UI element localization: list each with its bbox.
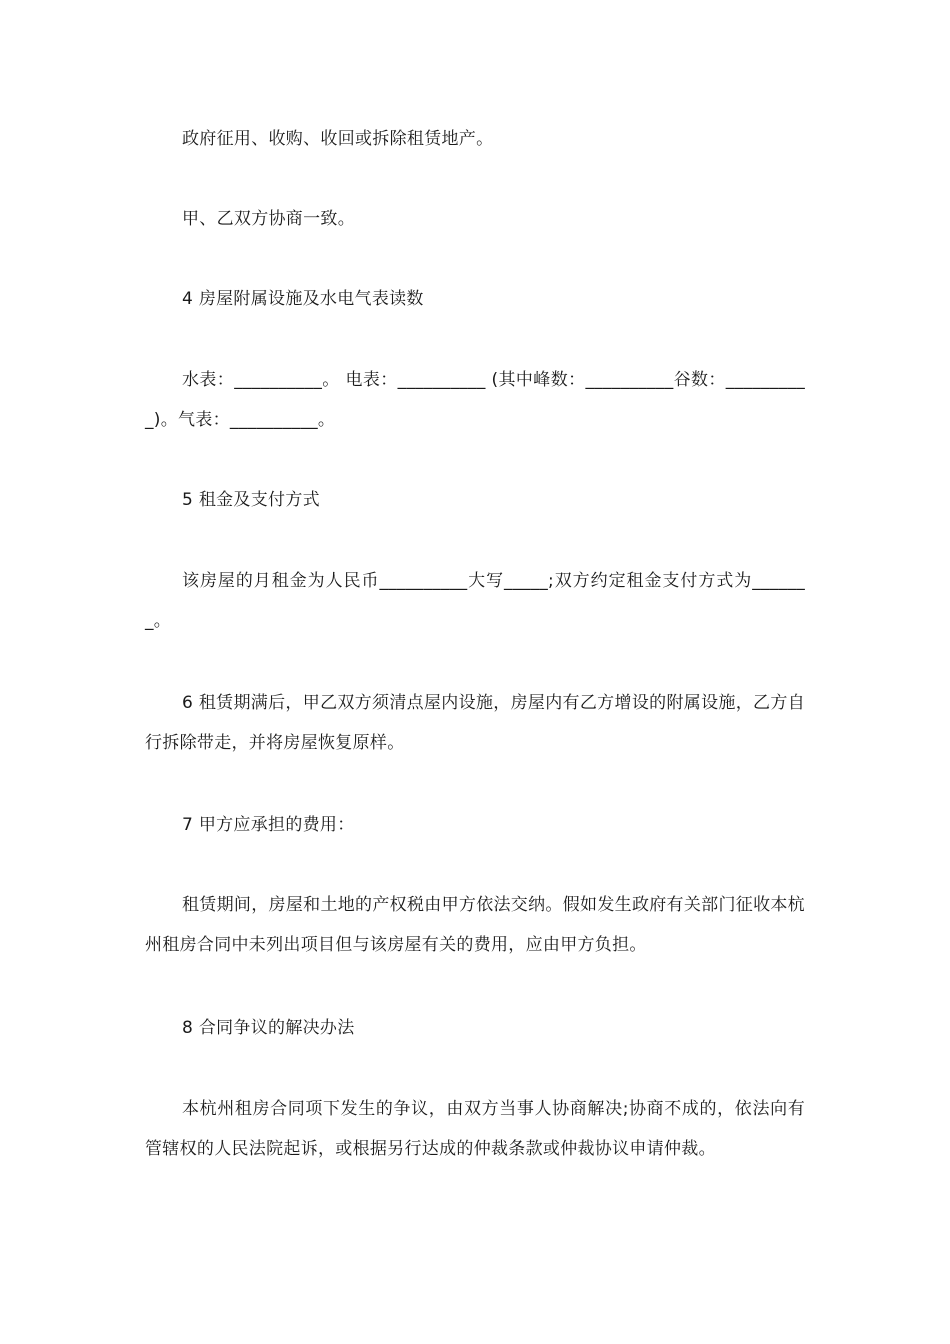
paragraph-government-requisition: 政府征用、收购、收回或拆除租赁地产。	[182, 129, 494, 149]
paragraph-property-tax: 租赁期间，房屋和土地的产权税由甲方依法交纳。假如发生政府有关部门征收本杭州租房合同中未列出项目但与该房屋有关的费用，应由甲方负担。	[145, 895, 805, 955]
section-heading-party-a-costs: 7 甲方应承担的费用：	[182, 815, 355, 835]
paragraph-monthly-rent: 该房屋的月租金为人民币__________大写_____;双方约定租金支付方式为_______。	[145, 571, 805, 631]
section-heading-rent-payment: 5 租金及支付方式	[182, 490, 320, 510]
paragraph-mutual-agreement: 甲、乙双方协商一致。	[182, 209, 355, 229]
section-heading-facilities-meters: 4 房屋附属设施及水电气表读数	[182, 289, 424, 309]
section-heading-dispute-resolution: 8 合同争议的解决办法	[182, 1018, 355, 1038]
paragraph-dispute-resolution: 本杭州租房合同项下发生的争议，由双方当事人协商解决;协商不成的，依法向有管辖权的人民法院起诉，或根据另行达成的仲裁条款或仲裁协议申请仲裁。	[145, 1099, 805, 1159]
paragraph-lease-expiry: 6 租赁期满后，甲乙双方须清点屋内设施，房屋内有乙方增设的附属设施，乙方自行拆除带走，并将房屋恢复原样。	[145, 693, 805, 753]
paragraph-meter-readings: 水表：__________。 电表：__________ (其中峰数：__________谷数：__________)。气表：__________。	[145, 370, 805, 430]
